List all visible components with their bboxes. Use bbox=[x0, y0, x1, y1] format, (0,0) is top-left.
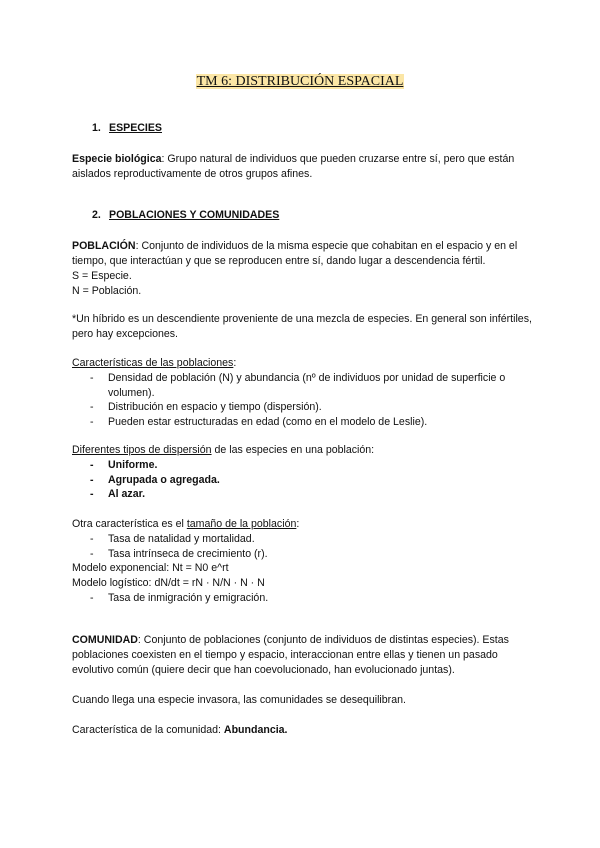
especie-term: Especie biológica bbox=[72, 153, 162, 165]
dispersion-heading bbox=[72, 443, 542, 458]
list-item: - Tasa de natalidad y mortalidad. bbox=[72, 532, 542, 547]
section-heading-especies bbox=[92, 122, 162, 134]
title-text: TM 6: DISTRIBUCIÓN ESPACIAL bbox=[196, 74, 404, 89]
comunidad-term: COMUNIDAD bbox=[72, 634, 138, 646]
invasora-paragraph: Cuando llega una especie invasora, las comunidades se desequilibran. bbox=[72, 694, 406, 706]
section-number: 2. bbox=[92, 209, 101, 221]
section-number: 1. bbox=[92, 122, 101, 134]
heading-colon: : bbox=[233, 357, 237, 369]
especie-paragraph bbox=[72, 152, 542, 182]
list-item: - Agrupada o agregada. bbox=[72, 473, 542, 488]
list-item: - Tasa intrínseca de crecimiento (r). bbox=[72, 547, 542, 562]
caracteristica-comunidad-value: Abundancia. bbox=[223, 724, 288, 736]
list-item: - Uniforme. bbox=[72, 458, 542, 473]
poblacion-term: POBLACIÓN bbox=[72, 240, 136, 252]
especie-symbol-line: S = Especie. bbox=[72, 270, 132, 282]
section-title: POBLACIONES Y COMUNIDADES bbox=[109, 209, 280, 221]
dispersion-heading-rest: de las especies en una población: bbox=[211, 444, 375, 456]
caracteristicas-heading-text: Características de las poblaciones bbox=[72, 357, 234, 369]
comunidad-definition: : Conjunto de poblaciones (conjunto de individuos de distintas especies). Estas poblaciones coexisten en el tiempo y espacio, interaccionan entre ellas y tienen un pasado evolutivo común (quiere decir que han coevolucionado, han evolucionado juntas). bbox=[72, 634, 509, 676]
dispersion-list bbox=[72, 458, 542, 502]
section-title: ESPECIES bbox=[109, 122, 162, 134]
hibrido-note: *Un híbrido es un descendiente proveniente de una mezcla de especies. En general son infértiles, pero hay excepciones. bbox=[72, 313, 532, 340]
poblacion-paragraph bbox=[72, 239, 542, 299]
section-heading-poblaciones bbox=[92, 209, 279, 221]
caracteristicas-list bbox=[72, 371, 542, 429]
comunidad-paragraph bbox=[72, 633, 542, 678]
heading-colon: : bbox=[296, 518, 300, 530]
caracteristica-comunidad bbox=[72, 723, 542, 738]
tamano-list-2 bbox=[72, 591, 542, 606]
list-item: - Al azar. bbox=[72, 487, 542, 502]
especie-definition: : Grupo natural de individuos que pueden cruzarse entre sí, pero que están aislados reproductivamente de otros grupos afines. bbox=[72, 153, 515, 180]
tamano-link: tamaño de la población bbox=[186, 518, 297, 530]
modelo-logistico: Modelo logístico: dN/dt = rN · N/N · N · N bbox=[72, 577, 265, 589]
poblacion-symbol-line: N = Población. bbox=[72, 285, 142, 297]
list-item: - Pueden estar estructuradas en edad (como en el modelo de Leslie). bbox=[72, 415, 542, 430]
tamano-prefix: Otra característica es el bbox=[72, 518, 187, 530]
tamano-heading bbox=[72, 517, 542, 532]
poblacion-definition: : Conjunto de individuos de la misma especie que cohabitan en el espacio y en el tiempo, que interactúan y que se reproducen entre sí, dando lugar a descendencia fértil. bbox=[72, 240, 518, 267]
list-item: - Tasa de inmigración y emigración. bbox=[72, 591, 542, 606]
dispersion-heading-text: Diferentes tipos de dispersión bbox=[72, 444, 212, 456]
tamano-list bbox=[72, 532, 542, 561]
page-title bbox=[0, 74, 600, 90]
caracteristica-comunidad-prefix: Característica de la comunidad: bbox=[72, 724, 224, 736]
modelo-exponencial: Modelo exponencial: Nt = N0 e^rt bbox=[72, 562, 229, 574]
list-item: - Densidad de población (N) y abundancia (nº de individuos por unidad de superficie o volumen). bbox=[72, 371, 542, 400]
list-item: - Distribución en espacio y tiempo (dispersión). bbox=[72, 400, 542, 415]
caracteristicas-heading bbox=[72, 356, 542, 371]
